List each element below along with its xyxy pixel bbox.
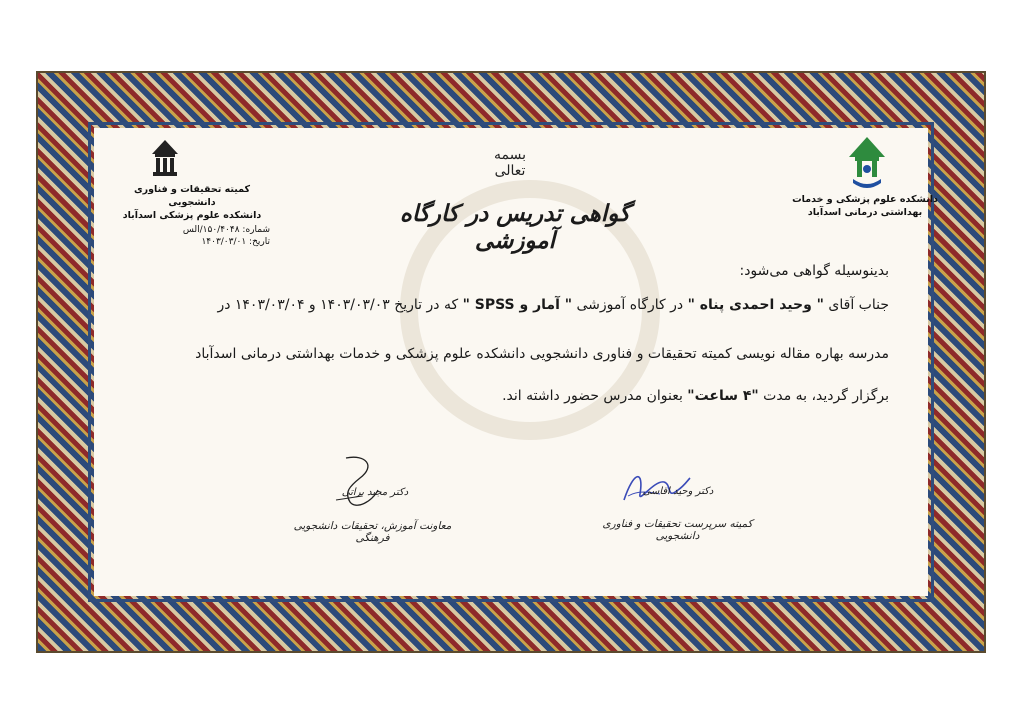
body-line-3: مدرسه بهاره مقاله نویسی کمیته تحقیقات و فناوری دانشجویی دانشکده علوم پزشکی و خدمات بهداشتی درمانی اسدآباد: [195, 346, 889, 362]
right-org-name: [790, 193, 940, 219]
right-org-line2: بهداشتی درمانی اسدآباد: [807, 207, 923, 218]
body-line-2: [145, 297, 889, 313]
left-signatory-name: دکتر مجید براتی: [341, 487, 409, 498]
right-signatory-title: کمیته سرپرست تحقیقات و فناوری دانشجویی: [602, 518, 753, 542]
body-line-4: [145, 388, 889, 404]
intro-line: بدینوسیله گواهی می‌شود:: [739, 263, 889, 279]
recipient-name: " وحید احمدی پناه ": [687, 297, 824, 313]
left-org-line2: دانشکده علوم پزشکی اسدآباد: [122, 210, 262, 221]
duration-value: "۴ ساعت": [687, 388, 759, 404]
left-org-name: [112, 183, 272, 222]
certificate-title: گواهی تدریس در کارگاه آموزشی: [399, 200, 631, 254]
university-logo: [845, 135, 889, 191]
letter-meta: [120, 224, 270, 248]
left-signatory-title: معاونت آموزش، تحقیقات دانشجویی فرهنگی: [293, 520, 452, 544]
text-held: برگزار گردید، به مدت: [758, 388, 889, 404]
text-in-workshop: در کارگاه آموزشی: [572, 297, 688, 313]
student-research-committee-logo: [148, 138, 182, 178]
text-mr: جناب آقای: [823, 297, 889, 313]
letter-number: شماره: ۱۵۰/۴۰۴۸/الس: [182, 225, 270, 235]
right-org-line1: دانشکده علوم پزشکی و خدمات: [792, 194, 938, 205]
right-signatory-name: دکتر وحید اقاسی: [642, 486, 714, 497]
letter-date: تاریخ: ۱۴۰۳/۰۳/۰۱: [201, 237, 270, 247]
bismillah-heading: بسمه تعالی: [494, 147, 526, 179]
workshop-name: " آمار و SPSS ": [462, 297, 573, 313]
text-dates: که در تاریخ ۱۴۰۳/۰۳/۰۳ و ۱۴۰۳/۰۳/۰۴ در: [217, 297, 463, 313]
left-signature: [316, 452, 386, 512]
left-org-line1: کمیته تحقیقات و فناوری دانشجویی: [133, 184, 251, 208]
text-as-instructor: بعنوان مدرس حضور داشته اند.: [502, 388, 688, 404]
